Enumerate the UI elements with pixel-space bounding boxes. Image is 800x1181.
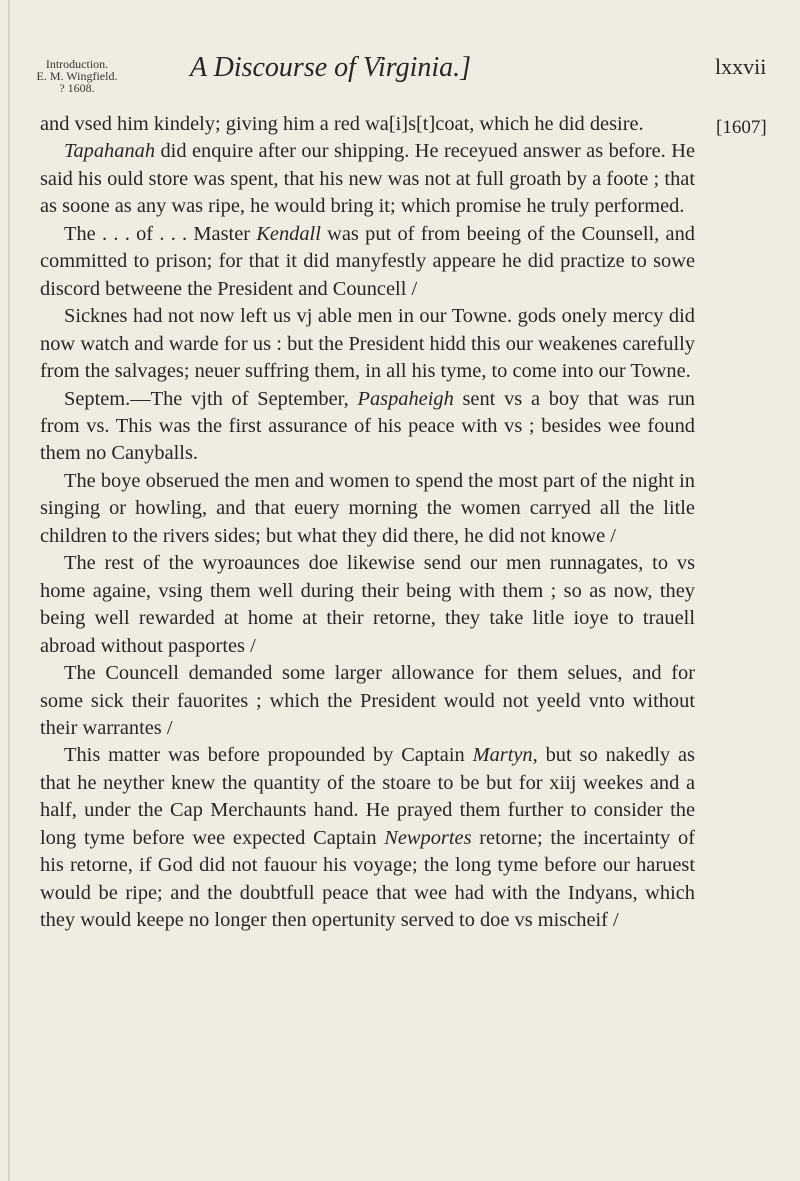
text-run: and vsed him kindely; giving him a red wa[i]s[t]coat, which he did desire. <box>40 113 644 135</box>
header-date: ? 1608. <box>59 81 95 95</box>
paragraph <box>40 386 695 468</box>
text-run: retorne; the incertainty of his retorne, if God did not fauour his voyage; the long tyme before our haruest would be ripe; and the doubtfull peace that wee had with the Indyans, which they would keepe no longer then opertunity served to doe vs mischeif / <box>40 826 695 932</box>
text-run: The . . . of . . . Master <box>64 222 257 245</box>
paragraph <box>40 742 695 934</box>
text-run: The boye obserued the men and women to spend the most part of the night in singing or howling, and that euery morning the women carryed all the litle children to the rivers sides; but what they did there, he did not knowe / <box>40 469 695 547</box>
paragraph <box>40 111 695 138</box>
margin-year-note: [1607] <box>716 117 767 138</box>
header-author: E. M. Wingfield. <box>36 69 118 83</box>
header-intro-label: Introduction. <box>45 57 109 71</box>
paragraph <box>40 550 695 660</box>
paragraph <box>40 303 695 385</box>
text-run: This matter was before propounded by Captain <box>64 744 473 767</box>
italic-name: Tapahanah <box>64 140 156 163</box>
header-title: A Discourse of Virginia.] <box>190 52 472 83</box>
italic-name: Kendall <box>256 222 321 245</box>
paragraph <box>40 660 695 742</box>
body-text <box>40 111 695 935</box>
text-run: did enquire after our shipping. He receyued answer as before. He said his ould store was spent, that his new was not at full groath by a foote ; that as soone as any was ripe, he would bring it; which promise he truly performed. <box>40 140 695 218</box>
italic-name: Paspaheigh <box>357 387 454 410</box>
running-header <box>0 0 800 110</box>
text-run: The rest of the wyroaunces doe likewise send our men runnagates, to vs home againe, vsing them well during their being with them ; so as now, they being well rewarded at home at their retorne, they take litle ioye to trauell abroad without pasportes / <box>40 552 695 657</box>
paragraph <box>40 221 695 303</box>
italic-name: Martyn, <box>472 744 538 767</box>
text-run: Septem.—The vjth of September, <box>64 387 358 410</box>
text-run: Sicknes had not now left us vj able men in our Towne. gods onely mercy did now watch and warde for us : but the President hidd this our weakenes carefully from the salvages; neuer suffring them, in all his tyme, to come into our Towne. <box>40 305 695 383</box>
text-run: was put of from beeing of the Counsell, and committed to prison; for that it did manyfestly appeare he did practize to sowe discord betweene the President and Councell / <box>40 222 695 300</box>
italic-name: Newportes <box>384 826 472 849</box>
paragraph <box>40 138 695 220</box>
page-gutter-shadow <box>8 0 10 1181</box>
text-run: but so nakedly as that he neyther knew the quantity of the stoare to be but for xiij weekes and a half, under the Cap Merchaunts hand. He prayed them further to consider the long tyme before wee expected Captain <box>40 744 695 849</box>
text-run: sent vs a boy that was run from vs. This was the first assurance of his peace with vs ; besides wee found them no Canyballs. <box>40 387 695 465</box>
page-number: lxxvii <box>715 54 767 79</box>
text-run: The Councell demanded some larger allowance for them selues, and for some sick their fauorites ; which the President would not yeeld vnto without their warrantes / <box>40 662 695 739</box>
paragraph <box>40 468 695 550</box>
header-section-note <box>22 58 132 94</box>
